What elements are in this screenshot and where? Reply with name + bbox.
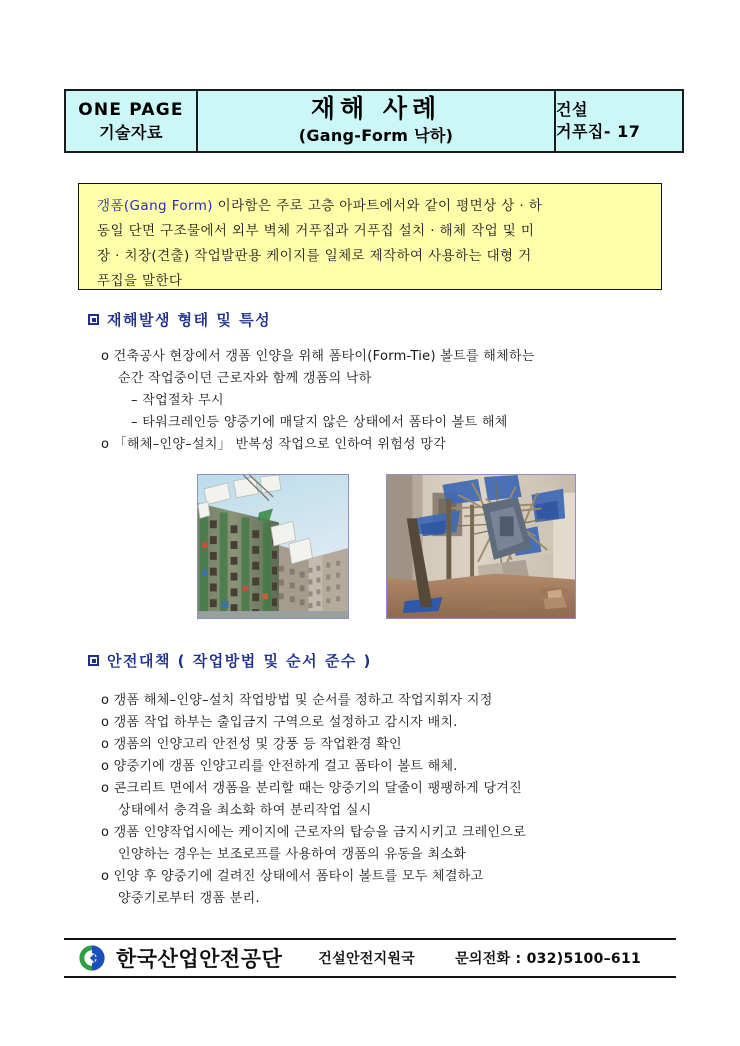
damage-bullet-list <box>101 346 535 456</box>
definition-line-1-rest: 이라함은 주로 고층 아파트에서와 같이 평면상 상 · 하 <box>212 198 543 214</box>
footer-telephone: 문의전화 : 032)5100–611 <box>455 951 642 967</box>
square-bullet-icon <box>88 655 99 666</box>
list-item: – 작업절차 무시 <box>131 393 224 408</box>
header-category-label: 건설 <box>556 100 588 120</box>
section-heading-safety <box>88 650 372 671</box>
list-item: – 타워크레인등 양중기에 매달지 않은 상태에서 폼타이 볼트 해체 <box>131 415 508 430</box>
definition-line-1 <box>97 194 645 219</box>
list-item: o 건축공사 현장에서 갱폼 인양을 위해 폼타이(Form-Tie) 볼트를 해체하는 <box>101 349 535 364</box>
header-cell-category <box>555 90 683 152</box>
list-item: o 갱폼 작업 하부는 출입금지 구역으로 설정하고 감시자 배치. <box>101 715 458 730</box>
footer-department: 건설안전지원국 <box>318 951 416 967</box>
document-footer <box>64 938 676 978</box>
section-heading-damage-label: 재해발생 형태 및 특성 <box>107 311 272 329</box>
list-item: o 갱폼 해체–인양–설치 작업방법 및 순서를 정하고 작업지휘자 지정 <box>101 693 493 708</box>
header-document-number: 거푸집- 17 <box>556 122 641 141</box>
list-item: o 인양 후 양중기에 걸려진 상태에서 폼타이 볼트를 모두 체결하고 <box>101 869 484 884</box>
list-item: o 양중기에 갱폼 인양고리를 안전하게 걸고 폼타이 볼트 해체. <box>101 759 458 774</box>
definition-box <box>78 183 662 290</box>
photo-collapse <box>386 474 576 619</box>
page-subtitle: (Gang-Form 낙하) <box>298 126 454 145</box>
list-item: 순간 작업중이던 근로자와 함께 갱폼의 낙하 <box>118 371 372 386</box>
square-bullet-icon <box>88 314 99 325</box>
header-cell-title <box>197 90 555 152</box>
definition-line-2: 동일 단면 구조물에서 외부 벽체 거푸집과 거푸집 설치 · 해체 작업 및 미 <box>97 223 535 239</box>
definition-term: 갱폼(Gang Form) <box>97 198 213 214</box>
definition-line-4: 푸집을 말한다 <box>97 273 183 289</box>
photo-site-image <box>198 475 348 618</box>
list-item: o 콘크리트 면에서 갱폼을 분리할 때는 양중기의 달줄이 팽팽하게 당겨진 <box>101 781 523 796</box>
section-heading-damage <box>88 309 271 330</box>
document-header-table <box>64 89 684 153</box>
section-heading-safety-label: 안전대책 ( 작업방법 및 순서 준수 ) <box>107 652 372 670</box>
kosha-circle-arrow-logo-icon <box>78 944 106 972</box>
photo-site <box>197 474 349 619</box>
list-item: o 「해체–인양–설치」 반복성 작업으로 인하여 위험성 망각 <box>101 437 447 452</box>
header-one-page-label: ONE PAGE <box>78 99 184 120</box>
list-item: 상태에서 충격을 최소화 하여 분리작업 실시 <box>118 803 372 818</box>
header-tech-material-label: 기술자료 <box>99 122 163 142</box>
definition-line-3: 장 · 치장(견출) 작업발판용 케이지를 일체로 제작하여 사용하는 대형 거 <box>97 248 532 264</box>
page-title: 재해 사례 <box>310 94 442 123</box>
safety-bullet-list <box>101 690 526 910</box>
header-cell-doc-type <box>65 90 197 152</box>
list-item: o 갱폼의 인양고리 안전성 및 강풍 등 작업환경 확인 <box>101 737 402 752</box>
list-item: 양중기로부터 갱폼 분리. <box>118 891 260 906</box>
list-item: o 갱폼 인양작업시에는 케이지에 근로자의 탑승을 금지시키고 크레인으로 <box>101 825 527 840</box>
list-item: 인양하는 경우는 보조로프를 사용하여 갱폼의 유동을 최소화 <box>118 847 467 862</box>
footer-organization: 한국산업안전공단 <box>116 947 283 971</box>
photo-collapse-image <box>387 475 575 618</box>
